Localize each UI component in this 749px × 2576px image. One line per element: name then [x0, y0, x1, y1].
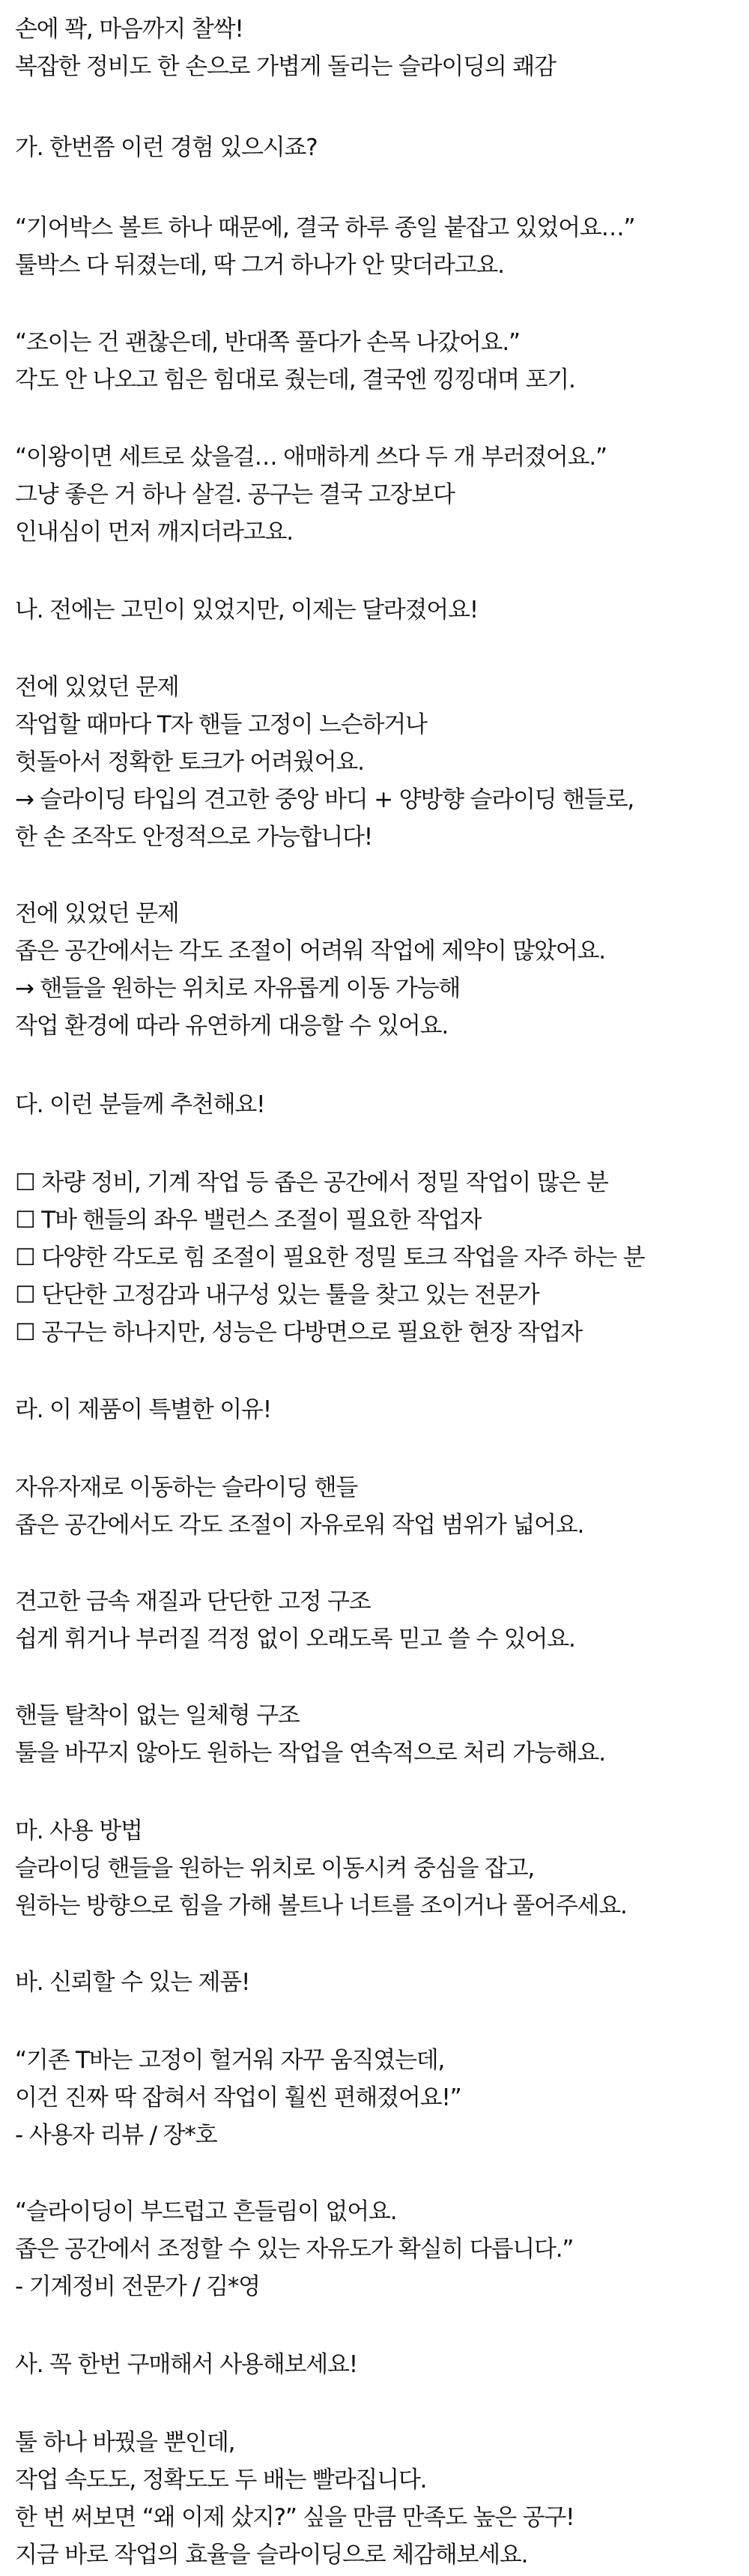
- section-ra-heading: 라. 이 제품이 특별한 이유!: [15, 1396, 271, 1423]
- headline-line-1: 손에 꽉, 마음까지 찰싹!: [15, 16, 243, 43]
- feature-1-desc: 좁은 공간에서도 각도 조절이 자유로워 작업 범위가 넓어요.: [15, 1512, 584, 1539]
- solution-2-line-1: → 핸들을 원하는 위치로 자유롭게 이동 가능해: [15, 975, 461, 1002]
- review-1-line-1: “기존 T바는 고정이 헐거워 자꾸 움직였는데,: [15, 2047, 445, 2074]
- checklist-item-4: ☐ 단단한 고정감과 내구성 있는 툴을 찾고 있는 전문가: [15, 1282, 539, 1309]
- usage-line-1: 슬라이딩 핸들을 원하는 위치로 이동시켜 중심을 잡고,: [15, 1855, 534, 1882]
- problem-1-line-2: 헛돌아서 정확한 토크가 어려웠어요.: [15, 749, 364, 776]
- review-1-author: - 사용자 리뷰 / 장*호: [15, 2122, 217, 2149]
- section-da-heading: 다. 이런 분들께 추천해요!: [15, 1091, 265, 1118]
- solution-1-line-1: → 슬라이딩 타입의 견고한 중앙 바디 + 양방향 슬라이딩 핸들로,: [15, 786, 634, 813]
- section-ga-heading: 가. 한번쯤 이런 경험 있으시죠?: [15, 134, 318, 161]
- checklist-item-1: ☐ 차량 정비, 기계 작업 등 좁은 공간에서 정밀 작업이 많은 분: [15, 1169, 608, 1196]
- feature-3-desc: 툴을 바꾸지 않아도 원하는 작업을 연속적으로 처리 가능해요.: [15, 1740, 605, 1767]
- feature-2-title: 견고한 금속 재질과 단단한 고정 구조: [15, 1588, 371, 1615]
- closing-line-4: 지금 바로 작업의 효율을 슬라이딩으로 체감해보세요.: [15, 2542, 528, 2569]
- problem-2-title: 전에 있었던 문제: [15, 900, 179, 927]
- quote-3-line-1: “이왕이면 세트로 샀을걸… 애매하게 쓰다 두 개 부러졌어요.”: [15, 444, 607, 471]
- feature-3-title: 핸들 탈착이 없는 일체형 구조: [15, 1702, 300, 1729]
- section-sa-heading: 사. 꼭 한번 구매해서 사용해보세요!: [15, 2351, 357, 2378]
- feature-1-title: 자유자재로 이동하는 슬라이딩 핸들: [15, 1474, 358, 1501]
- section-ma-heading: 마. 사용 방법: [15, 1818, 142, 1844]
- problem-2-line-1: 좁은 공간에서는 각도 조절이 어려워 작업에 제약이 많았어요.: [15, 938, 605, 965]
- headline-line-2: 복잡한 정비도 한 손으로 가볍게 돌리는 슬라이딩의 쾌감: [15, 53, 556, 80]
- checklist-item-2: ☐ T바 핸들의 좌우 밸런스 조절이 필요한 작업자: [15, 1207, 482, 1234]
- problem-1-title: 전에 있었던 문제: [15, 674, 179, 701]
- quote-2-line-1: “조이는 건 괜찮은데, 반대쪽 풀다가 손목 나갔어요.”: [15, 329, 520, 356]
- solution-1-line-2: 한 손 조작도 안정적으로 가능합니다!: [15, 824, 373, 851]
- problem-1-line-1: 작업할 때마다 T자 핸들 고정이 느슨하거나: [15, 711, 427, 738]
- quote-2-line-2: 각도 안 나오고 힘은 힘대로 줬는데, 결국엔 낑낑대며 포기.: [15, 367, 575, 393]
- feature-2-desc: 쉽게 휘거나 부러질 걱정 없이 오래도록 믿고 쓸 수 있어요.: [15, 1626, 575, 1653]
- checklist-item-5: ☐ 공구는 하나지만, 성능은 다방면으로 필요한 현장 작업자: [15, 1319, 582, 1346]
- section-na-heading: 나. 전에는 고민이 있었지만, 이제는 달라졌어요!: [15, 597, 478, 624]
- review-2-line-2: 좁은 공간에서 조정할 수 있는 자유도가 확실히 다릅니다.”: [15, 2236, 574, 2263]
- closing-line-2: 작업 속도도, 정확도도 두 배는 빨라집니다.: [15, 2467, 427, 2494]
- review-2-author: - 기계정비 전문가 / 김*영: [15, 2273, 260, 2300]
- closing-line-3: 한 번 써보면 “왜 이제 샀지?” 싶을 만큼 만족도 높은 공구!: [15, 2504, 574, 2531]
- usage-line-2: 원하는 방향으로 힘을 가해 볼트나 너트를 조이거나 풀어주세요.: [15, 1892, 627, 1919]
- review-1-line-2: 이건 진짜 딱 잡혀서 작업이 훨씬 편해졌어요!”: [15, 2084, 461, 2111]
- quote-1-line-1: “기어박스 볼트 하나 때문에, 결국 하루 종일 붙잡고 있었어요…”: [15, 214, 635, 241]
- quote-3-line-3: 인내심이 먼저 깨지더라고요.: [15, 519, 293, 546]
- checklist-item-3: ☐ 다양한 각도로 힘 조절이 필요한 정밀 토크 작업을 자주 하는 분: [15, 1244, 645, 1271]
- review-2-line-1: “슬라이딩이 부드럽고 흔들림이 없어요.: [15, 2198, 397, 2225]
- closing-line-1: 툴 하나 바꿨을 뿐인데,: [15, 2429, 235, 2456]
- section-ba-heading: 바. 신뢰할 수 있는 제품!: [15, 1969, 250, 1996]
- solution-2-line-2: 작업 환경에 따라 유연하게 대응할 수 있어요.: [15, 1013, 449, 1040]
- quote-1-line-2: 툴박스 다 뒤졌는데, 딱 그거 하나가 안 맞더라고요.: [15, 252, 504, 279]
- quote-3-line-2: 그냥 좋은 거 하나 살걸. 공구는 결국 고장보다: [15, 481, 455, 508]
